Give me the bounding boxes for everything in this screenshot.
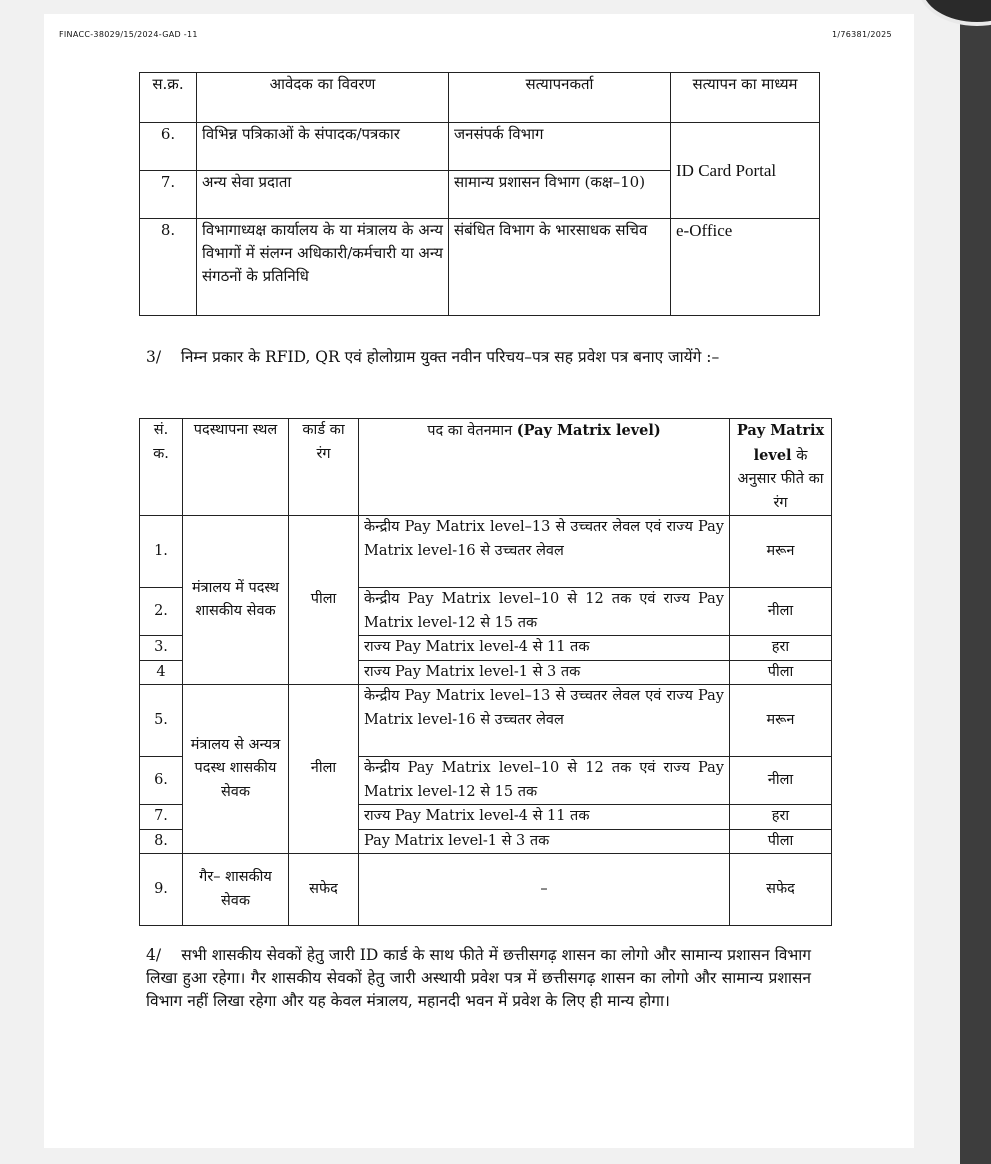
header-ribbon-rest: के अनुसार फीते का रंग	[737, 447, 824, 511]
paragraph-text: निम्न प्रकार के RFID, QR एवं होलोग्राम युक्त नवीन परिचय–पत्र सह प्रवेश पत्र बनाए जायेंगे :–	[180, 348, 720, 366]
row-place: गैर– शासकीय सेवक	[183, 854, 289, 926]
row-medium-id-card-portal: ID Card Portal	[671, 123, 820, 219]
row-card-color: सफेद	[289, 854, 359, 926]
row-level: केन्द्रीय Pay Matrix level–10 से 12 तक एवं राज्य Pay Matrix level-12 से 15 तक	[359, 757, 730, 805]
row-ribbon: मरून	[730, 685, 832, 757]
row-level: केन्द्रीय Pay Matrix level–13 से उच्चतर लेवल एवं राज्य Pay Matrix level-16 से उच्चतर लेवल	[359, 685, 730, 757]
paragraph-4	[146, 944, 811, 1013]
row-ribbon: सफेद	[730, 854, 832, 926]
row-sn: 6.	[140, 757, 183, 805]
header-place: पदस्थापना स्थल	[183, 419, 289, 516]
header-pay-level	[359, 419, 730, 516]
row-sn: 2.	[140, 588, 183, 636]
file-number: FINACC-38029/15/2024-GAD -11	[59, 30, 198, 39]
row-level: –	[359, 854, 730, 926]
header-ribbon-bold: Pay Matrix level	[736, 422, 825, 464]
row-level: Pay Matrix level-1 से 3 तक	[359, 829, 730, 854]
header-verifier: सत्यापनकर्ता	[449, 73, 671, 123]
row-sn: 5.	[140, 685, 183, 757]
header-ribbon-color	[730, 419, 832, 516]
header-pay-level-bold: (Pay Matrix level)	[516, 422, 661, 439]
group-place: मंत्रालय में पदस्थ शासकीय सेवक	[183, 516, 289, 685]
row-sn: 7.	[140, 805, 183, 830]
group-card-color: पीला	[289, 516, 359, 685]
row-level: राज्य Pay Matrix level-4 से 11 तक	[359, 805, 730, 830]
row-ribbon: हरा	[730, 636, 832, 661]
header-pay-level-prefix: पद का वेतनमान	[427, 423, 517, 439]
row-ribbon: नीला	[730, 757, 832, 805]
row-level: केन्द्रीय Pay Matrix level–10 से 12 तक एवं राज्य Pay Matrix level-12 से 15 तक	[359, 588, 730, 636]
viewer-edge	[960, 0, 991, 1164]
paragraph-number: 4/	[146, 946, 162, 964]
group-card-color: नीला	[289, 685, 359, 854]
row-sn: 8.	[140, 219, 197, 316]
row-sn: 4	[140, 660, 183, 685]
row-sn: 6.	[140, 123, 197, 171]
row-verifier: सामान्य प्रशासन विभाग (कक्ष–10)	[449, 171, 671, 219]
row-applicant: विभिन्न पत्रिकाओं के संपादक/पत्रकार	[197, 123, 449, 171]
row-level: राज्य Pay Matrix level-4 से 11 तक	[359, 636, 730, 661]
header-sn: स.क्र.	[140, 73, 197, 123]
row-level: केन्द्रीय Pay Matrix level–13 से उच्चतर लेवल एवं राज्य Pay Matrix level-16 से उच्चतर लेवल	[359, 516, 730, 588]
paragraph-text: सभी शासकीय सेवकों हेतु जारी ID कार्ड के साथ फीते में छत्तीसगढ़ शासन का लोगो और सामान्य प्रशासन विभाग लिखा हुआ रहेगा। गैर शासकीय सेवकों हेतु जारी अस्थायी प्रवेश पत्र में छत्तीसगढ़ शासन का लोगो और सामान्य प्रशासन विभाग नहीं लिखा रहेगा और यह केवल मंत्रालय, महानदी भवन में प्रवेश के लिए ही मान्य होगा।	[146, 946, 811, 1010]
row-level: राज्य Pay Matrix level-1 से 3 तक	[359, 660, 730, 685]
row-verifier: संबंधित विभाग के भारसाधक सचिव	[449, 219, 671, 316]
row-verifier: जनसंपर्क विभाग	[449, 123, 671, 171]
row-applicant: विभागाध्यक्ष कार्यालय के या मंत्रालय के अन्य विभागों में संलग्न अधिकारी/कर्मचारी या अन्य संगठनों के प्रतिनिधि	[197, 219, 449, 316]
row-sn: 8.	[140, 829, 183, 854]
row-ribbon: मरून	[730, 516, 832, 588]
header-applicant: आवेदक का विवरण	[197, 73, 449, 123]
id-card-table	[139, 418, 832, 926]
row-sn: 3.	[140, 636, 183, 661]
paragraph-number: 3/	[146, 348, 162, 366]
header-medium: सत्यापन का माध्यम	[671, 73, 820, 123]
row-applicant: अन्य सेवा प्रदाता	[197, 171, 449, 219]
viewer-corner-control[interactable]	[918, 0, 991, 26]
paragraph-3	[146, 346, 811, 369]
header-sn: सं. क.	[140, 419, 183, 516]
row-ribbon: नीला	[730, 588, 832, 636]
verification-table	[139, 72, 820, 316]
row-sn: 9.	[140, 854, 183, 926]
row-ribbon: पीला	[730, 829, 832, 854]
group-place: मंत्रालय से अन्यत्र पदस्थ शासकीय सेवक	[183, 685, 289, 854]
header-card-color: कार्ड का रंग	[289, 419, 359, 516]
row-sn: 7.	[140, 171, 197, 219]
row-ribbon: पीला	[730, 660, 832, 685]
row-ribbon: हरा	[730, 805, 832, 830]
row-sn: 1.	[140, 516, 183, 588]
reference-number: 1/76381/2025	[832, 30, 892, 39]
row-medium-e-office: e-Office	[671, 219, 820, 316]
